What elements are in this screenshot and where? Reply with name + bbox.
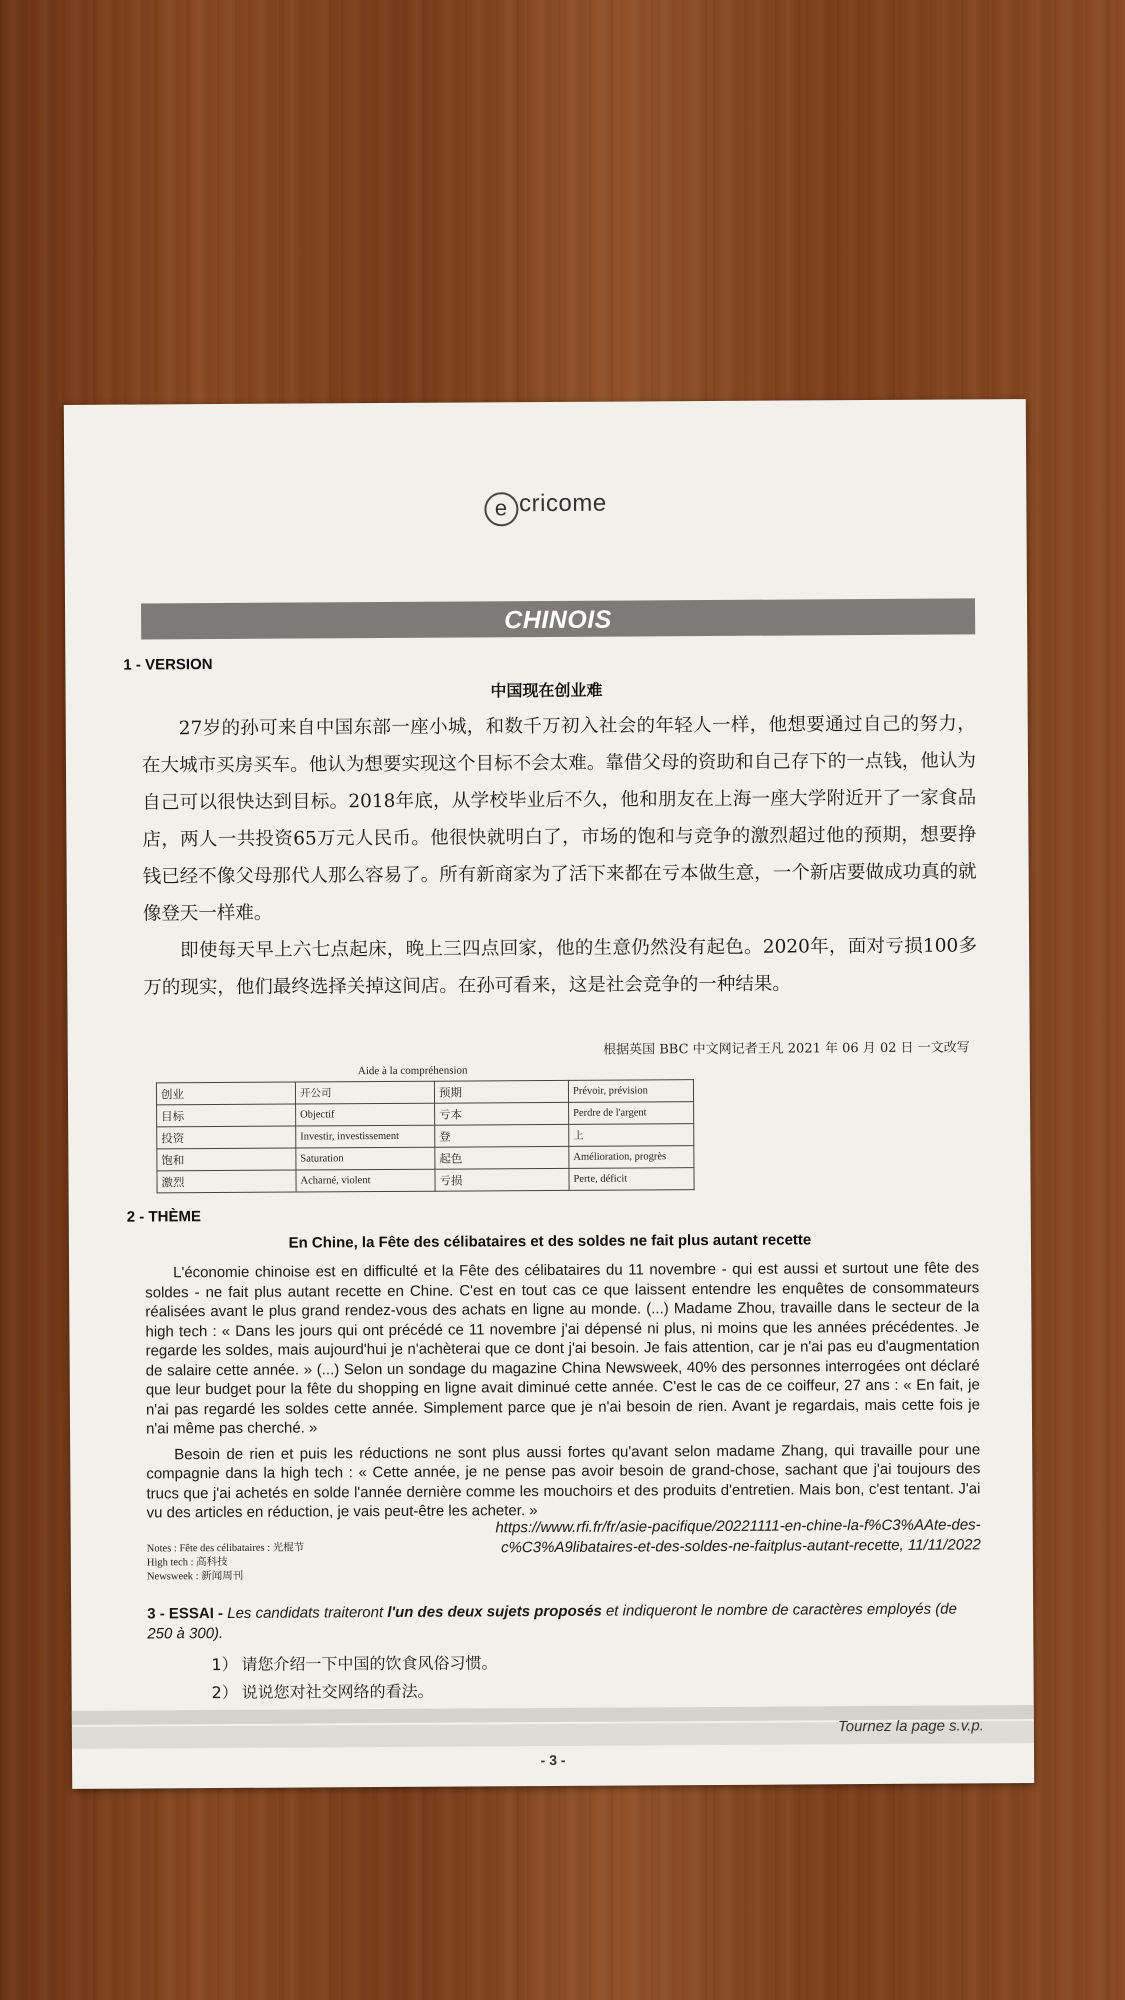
essai-instruction-c: et indiqueront le nombre de caractères employés (de 250 à 300). xyxy=(147,1600,958,1643)
theme-paragraph-2: Besoin de rien et puis les réductions ne sont plus aussi fortes qu'avant selon madame Zhang, qui travaille pour une compagnie dans la high tech : « Cette année, je ne pense pas avoir besoin de grand-chose, sachant que j'ai toujours des trucs que j'ai achetés en solde l'année dernière comme les mouchoirs et des produits d'entretien. Mais bon, c'est tentant. J'ai vu des articles en réduction, je vais peut-être les acheter. » xyxy=(146,1440,981,1522)
table-cell: Investir, investissement xyxy=(296,1125,435,1148)
theme-paragraph-1: L'économie chinoise est en difficulté et la Fête des célibataires du 11 novembre - qui est aussi et surtout une fête des soldes - ne fait plus autant recette en Chine. C'est en tout cas ce que laissent entendre les enquêtes de consommateurs réalisées avant le plus grand rendez-vous des achats en ligne au monde. (...) Madame Zhou, travaille dans le secteur de la high tech : « Dans les jours qui ont précédé ce 11 novembre j'ai dépensé ni plus, ni moins que les années précédentes. Je regarde les soldes, mais aujourd'hui je n'achèterai que ce dont j'ai besoin. Je fais attention, car je n'ai pas eu d'augmentation de salaire cette année. » (...) Selon un sondage du magazine China Newsweek, 40% des personnes interrogées ont déclaré que leur budget pour la fête du shopping en ligne avait diminué cette année. C'est le cas de ce coiffeur, 27 ans : « En fait, je n'ai pas regardé les soldes cette année. Simplement parce que je n'ai besoin de rien. Avant je regardais, mais cette fois je n'ai même pas cherché. » xyxy=(145,1259,980,1438)
table-cell: Perte, déficit xyxy=(569,1168,694,1191)
turn-page-note: Tournez la page s.v.p. xyxy=(837,1717,984,1736)
logo-text: cricome xyxy=(519,489,607,518)
table-cell: 饱和 xyxy=(157,1148,296,1171)
table-cell: Prévoir, prévision xyxy=(568,1080,693,1103)
note-line: High tech : 高科技 xyxy=(146,1556,228,1569)
theme-notes xyxy=(147,1542,305,1585)
aide-caption: Aide à la compréhension xyxy=(357,1064,468,1078)
section-heading-essai: 3 - ESSAI - xyxy=(147,1605,224,1623)
essai-question-2 xyxy=(212,1679,434,1703)
version-title: 中国现在创业难 xyxy=(490,680,603,701)
table-cell: 目标 xyxy=(157,1104,296,1127)
table-row xyxy=(157,1146,694,1171)
note-line: Notes : Fête des célibataires : 光棍节 xyxy=(146,1542,305,1555)
exam-page xyxy=(64,399,1034,1789)
subject-banner xyxy=(141,598,975,639)
question-number: 2） xyxy=(211,1682,238,1703)
table-cell: 激烈 xyxy=(157,1170,296,1193)
table-cell: 开公司 xyxy=(295,1081,434,1104)
banner-title: CHINOIS xyxy=(504,605,613,635)
table-cell: Perdre de l'argent xyxy=(569,1102,694,1125)
table-cell: Objectif xyxy=(296,1103,435,1126)
logo-e-mark: e xyxy=(484,492,518,526)
question-text: 说说您对社交网络的看法。 xyxy=(241,1681,434,1702)
essai-question-1 xyxy=(211,1650,497,1675)
table-cell: 创业 xyxy=(156,1082,295,1105)
version-paragraph-2: 即使每天早上六七点起床，晚上三四点回家，他的生意仍然没有起色。2020年，面对亏损100多万的现实，他们最终选择关掉这间店。在孙可看来，这是社会竞争的一种结果。 xyxy=(143,935,978,999)
note-line: Newsweek : 新闻周刊 xyxy=(146,1570,244,1583)
table-cell: 登 xyxy=(435,1124,569,1147)
table-cell: 预期 xyxy=(434,1080,568,1103)
essai-instruction-b: l'un des deux sujets proposés xyxy=(387,1602,602,1621)
section-heading-theme: 2 - THÈME xyxy=(126,1208,201,1226)
table-row xyxy=(156,1080,693,1105)
table-cell: 亏损 xyxy=(435,1168,569,1191)
section-heading-version: 1 - VERSION xyxy=(123,656,213,674)
question-number: 1） xyxy=(211,1654,238,1675)
table-cell: 亏本 xyxy=(435,1102,569,1125)
ecricome-logo xyxy=(64,487,1026,529)
table-cell: 起色 xyxy=(435,1146,569,1169)
page-number: - 3 - xyxy=(540,1751,566,1769)
theme-source-url: https://www.rfi.fr/fr/asie-pacifique/20221111-en-chine-la-f%C3%AAte-des-c%C3%A9libataires-et-des-soldes-ne-faitplus-autant-recette, 11/11/2022 xyxy=(495,1516,981,1557)
table-row xyxy=(157,1102,694,1127)
version-paragraph-1: 27岁的孙可来自中国东部一座小城，和数千万初入社会的年轻人一样，他想要通过自己的努力，在大城市买房买车。他认为想要实现这个目标不会太难。靠借父母的资助和自己存下的一点钱，他认为自己可以很快达到目标。2018年底，从学校毕业后不久，他和朋友在上海一座大学附近开了一家食品店，两人一共投资65万元人民币。他很快就明白了，市场的饱和与竞争的激烈超过他的预期，想要挣钱已经不像父母那代人那么容易了。所有新商家为了活下来都在亏本做生意，一个新店要做成功真的就像登天一样难。 xyxy=(141,713,977,925)
table-cell: Acharné, violent xyxy=(296,1169,435,1192)
aide-table xyxy=(156,1079,695,1193)
version-source: 根据英国 BBC 中文网记者王凡 2021 年 06 月 02 日 一文改写 xyxy=(603,1040,970,1058)
essai-instructions xyxy=(147,1599,981,1644)
essai-instruction-a: Les candidats traiteront xyxy=(227,1604,384,1622)
table-cell: 上 xyxy=(569,1124,694,1147)
table-cell: 投资 xyxy=(157,1126,296,1149)
version-text xyxy=(142,705,978,1006)
table-cell: Amélioration, progrès xyxy=(569,1146,694,1169)
theme-text xyxy=(145,1258,981,1529)
table-row xyxy=(157,1168,694,1193)
theme-title: En Chine, la Fête des célibataires et des soldes ne fait plus autant recette xyxy=(288,1231,812,1252)
question-text: 请您介绍一下中国的饮食风俗习惯。 xyxy=(241,1653,498,1674)
table-row xyxy=(157,1124,694,1149)
table-cell: Saturation xyxy=(296,1147,435,1170)
